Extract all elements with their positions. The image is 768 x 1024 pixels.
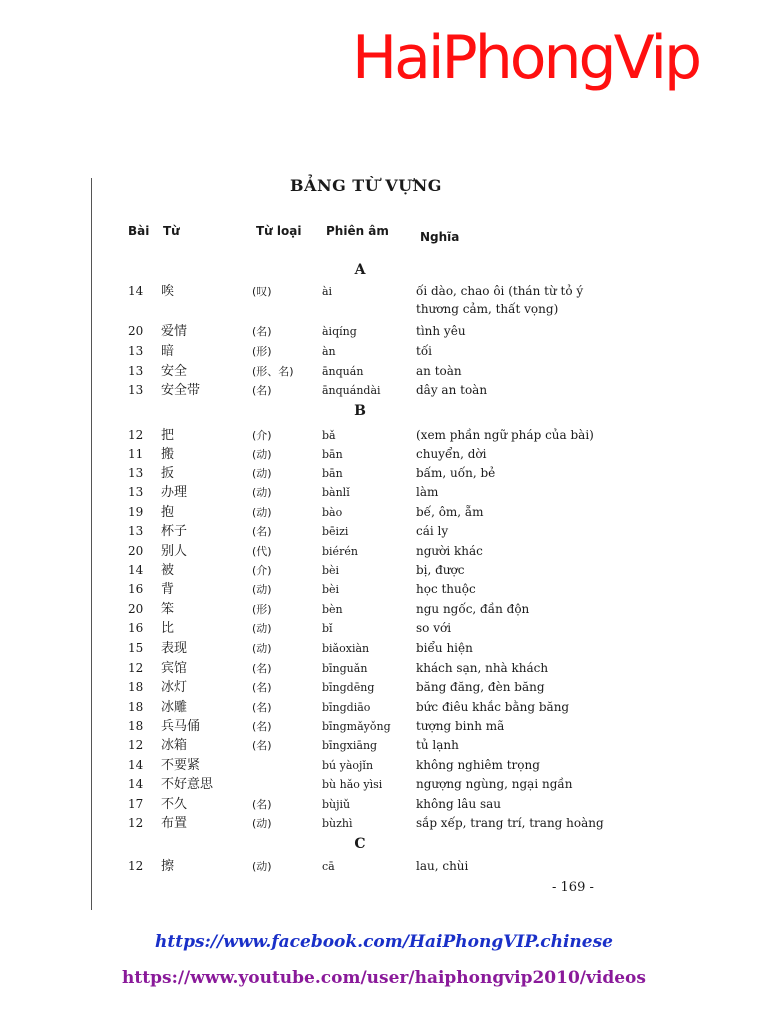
pinyin: ài bbox=[322, 285, 333, 298]
word-hanzi: 擦 bbox=[161, 859, 175, 874]
header-word: Từ bbox=[163, 224, 180, 238]
lesson-number: 12 bbox=[128, 816, 144, 830]
table-row bbox=[0, 736, 768, 755]
pinyin: bīngxiāng bbox=[322, 739, 378, 752]
part-of-speech: (名) bbox=[252, 798, 272, 811]
table-row bbox=[0, 503, 768, 522]
lesson-number: 18 bbox=[128, 700, 144, 714]
header-meaning: Nghĩa bbox=[420, 230, 460, 244]
part-of-speech: (代) bbox=[252, 545, 272, 558]
lesson-number: 13 bbox=[128, 383, 144, 397]
meaning: tối bbox=[416, 344, 433, 358]
table-row bbox=[0, 619, 768, 638]
section-letter-a: A bbox=[354, 262, 366, 278]
meaning: ngượng ngùng, ngại ngần bbox=[416, 777, 573, 791]
pinyin: bān bbox=[322, 467, 343, 480]
part-of-speech: (名) bbox=[252, 681, 272, 694]
meaning: bế, ôm, ẵm bbox=[416, 505, 484, 519]
pinyin: bùjiǔ bbox=[322, 798, 351, 811]
part-of-speech: (动) bbox=[252, 817, 272, 830]
pinyin: bèi bbox=[322, 583, 340, 596]
part-of-speech: (形) bbox=[252, 345, 272, 358]
word-hanzi: 办理 bbox=[161, 485, 188, 500]
pinyin: bù hǎo yìsi bbox=[322, 778, 383, 791]
lesson-number: 13 bbox=[128, 524, 144, 538]
table-row bbox=[0, 362, 768, 381]
lesson-number: 14 bbox=[128, 758, 144, 772]
part-of-speech: (名) bbox=[252, 525, 272, 538]
meaning: ngu ngốc, đần độn bbox=[416, 602, 530, 616]
meaning: lau, chùi bbox=[416, 859, 469, 873]
part-of-speech: (动) bbox=[252, 467, 272, 480]
lesson-number: 20 bbox=[128, 602, 144, 616]
meaning: (xem phần ngữ pháp của bài) bbox=[416, 428, 594, 442]
lesson-number: 12 bbox=[128, 661, 144, 675]
part-of-speech: (动) bbox=[252, 860, 272, 873]
part-of-speech: (形) bbox=[252, 603, 272, 616]
part-of-speech: (名) bbox=[252, 662, 272, 675]
part-of-speech: (动) bbox=[252, 506, 272, 519]
lesson-number: 12 bbox=[128, 738, 144, 752]
part-of-speech: (动) bbox=[252, 486, 272, 499]
lesson-number: 13 bbox=[128, 485, 144, 499]
table-row bbox=[0, 522, 768, 541]
meaning: người khác bbox=[416, 544, 483, 558]
lesson-number: 12 bbox=[128, 428, 144, 442]
pinyin: bǐ bbox=[322, 622, 333, 635]
word-hanzi: 把 bbox=[161, 428, 175, 443]
table-row bbox=[0, 342, 768, 361]
lesson-number: 15 bbox=[128, 641, 144, 655]
lesson-number: 14 bbox=[128, 777, 144, 791]
lesson-number: 11 bbox=[128, 447, 144, 461]
meaning: sắp xếp, trang trí, trang hoàng bbox=[416, 816, 604, 830]
part-of-speech: (动) bbox=[252, 622, 272, 635]
meaning: an toàn bbox=[416, 364, 462, 378]
lesson-number: 13 bbox=[128, 344, 144, 358]
word-hanzi: 不好意思 bbox=[161, 777, 214, 792]
page-number: - 169 - bbox=[552, 880, 594, 895]
meaning: không lâu sau bbox=[416, 797, 502, 811]
header-pos: Từ loại bbox=[256, 224, 302, 238]
meaning: so với bbox=[416, 621, 452, 635]
part-of-speech: (名) bbox=[252, 701, 272, 714]
lesson-number: 12 bbox=[128, 859, 144, 873]
word-hanzi: 扳 bbox=[161, 466, 175, 481]
table-row bbox=[0, 600, 768, 619]
facebook-link[interactable]: https://www.facebook.com/HaiPhongVIP.chinese bbox=[155, 932, 613, 952]
table-row bbox=[0, 659, 768, 678]
meaning: tượng binh mã bbox=[416, 719, 505, 733]
word-hanzi: 冰雕 bbox=[161, 700, 188, 715]
pinyin: bǎ bbox=[322, 429, 336, 442]
pinyin: bùzhì bbox=[322, 817, 353, 830]
pinyin: biérén bbox=[322, 545, 358, 558]
part-of-speech: (介) bbox=[252, 429, 272, 442]
table-row bbox=[0, 698, 768, 717]
lesson-number: 16 bbox=[128, 621, 144, 635]
meaning: học thuộc bbox=[416, 582, 476, 596]
lesson-number: 19 bbox=[128, 505, 144, 519]
pinyin: bào bbox=[322, 506, 343, 519]
word-hanzi: 暗 bbox=[161, 344, 175, 359]
meaning: bức điêu khắc bằng băng bbox=[416, 700, 570, 714]
meaning: cái ly bbox=[416, 524, 449, 538]
meaning: làm bbox=[416, 485, 439, 499]
lesson-number: 20 bbox=[128, 544, 144, 558]
table-row bbox=[0, 756, 768, 775]
pinyin: biǎoxiàn bbox=[322, 642, 370, 655]
pinyin: bān bbox=[322, 448, 343, 461]
word-hanzi: 搬 bbox=[161, 447, 175, 462]
pinyin: bēizi bbox=[322, 525, 349, 538]
header-lesson: Bài bbox=[128, 224, 150, 238]
part-of-speech: (动) bbox=[252, 642, 272, 655]
part-of-speech: (介) bbox=[252, 564, 272, 577]
word-hanzi: 被 bbox=[161, 563, 175, 578]
word-hanzi: 背 bbox=[161, 582, 175, 597]
lesson-number: 16 bbox=[128, 582, 144, 596]
lesson-number: 13 bbox=[128, 466, 144, 480]
word-hanzi: 唉 bbox=[161, 284, 175, 299]
meaning: ối dào, chao ôi (thán từ tỏ ý bbox=[416, 284, 584, 298]
pinyin: bèi bbox=[322, 564, 340, 577]
word-hanzi: 不久 bbox=[161, 797, 188, 812]
word-hanzi: 冰箱 bbox=[161, 738, 188, 753]
table-row bbox=[0, 426, 768, 445]
table-row bbox=[0, 639, 768, 658]
table-row bbox=[0, 282, 768, 301]
pinyin: bīngmǎyǒng bbox=[322, 720, 391, 733]
word-hanzi: 表现 bbox=[161, 641, 188, 656]
table-row bbox=[0, 678, 768, 697]
table-row bbox=[0, 580, 768, 599]
pinyin: bīngdēng bbox=[322, 681, 375, 694]
meaning: bấm, uốn, bẻ bbox=[416, 466, 496, 480]
header-pinyin: Phiên âm bbox=[326, 224, 389, 238]
meaning: chuyển, dời bbox=[416, 447, 487, 461]
table-row bbox=[0, 857, 768, 876]
pinyin: bú yàojǐn bbox=[322, 759, 374, 772]
part-of-speech: (名) bbox=[252, 325, 272, 338]
page-title: BẢNG TỪ VỰNG bbox=[290, 176, 442, 195]
table-row bbox=[0, 483, 768, 502]
word-hanzi: 宾馆 bbox=[161, 661, 188, 676]
lesson-number: 14 bbox=[128, 563, 144, 577]
pinyin: àiqíng bbox=[322, 325, 357, 338]
table-row bbox=[0, 381, 768, 400]
table-row bbox=[0, 775, 768, 794]
word-hanzi: 杯子 bbox=[161, 524, 188, 539]
lesson-number: 17 bbox=[128, 797, 144, 811]
part-of-speech: (名) bbox=[252, 384, 272, 397]
word-hanzi: 爱情 bbox=[161, 324, 188, 339]
youtube-link[interactable]: https://www.youtube.com/user/haiphongvip2010/videos bbox=[122, 968, 646, 988]
meaning: khách sạn, nhà khách bbox=[416, 661, 549, 675]
table-row bbox=[0, 717, 768, 736]
word-hanzi: 比 bbox=[161, 621, 175, 636]
lesson-number: 18 bbox=[128, 719, 144, 733]
part-of-speech: (名) bbox=[252, 720, 272, 733]
part-of-speech: (动) bbox=[252, 583, 272, 596]
pinyin: bànlǐ bbox=[322, 486, 350, 499]
lesson-number: 18 bbox=[128, 680, 144, 694]
table-row bbox=[0, 814, 768, 833]
table-row bbox=[0, 322, 768, 341]
word-hanzi: 安全 bbox=[161, 364, 188, 379]
lesson-number: 14 bbox=[128, 284, 144, 298]
meaning: bị, được bbox=[416, 563, 465, 577]
word-hanzi: 别人 bbox=[161, 544, 188, 559]
section-letter-b: B bbox=[354, 403, 366, 419]
meaning-continuation: thương cảm, thất vọng) bbox=[416, 302, 559, 316]
word-hanzi: 冰灯 bbox=[161, 680, 188, 695]
word-hanzi: 布置 bbox=[161, 816, 188, 831]
pinyin: bīngdiāo bbox=[322, 701, 371, 714]
table-row bbox=[0, 561, 768, 580]
word-hanzi: 安全带 bbox=[161, 383, 201, 398]
column-headers bbox=[0, 224, 768, 244]
meaning: băng đăng, đèn băng bbox=[416, 680, 545, 694]
pinyin: bèn bbox=[322, 603, 343, 616]
pinyin: cā bbox=[322, 860, 335, 873]
table-row bbox=[0, 464, 768, 483]
meaning: không nghiêm trọng bbox=[416, 758, 540, 772]
word-hanzi: 不要紧 bbox=[161, 758, 201, 773]
pinyin: bīnguǎn bbox=[322, 662, 368, 675]
meaning: tình yêu bbox=[416, 324, 466, 338]
lesson-number: 13 bbox=[128, 364, 144, 378]
word-hanzi: 兵马俑 bbox=[161, 719, 201, 734]
pinyin: ānquán bbox=[322, 365, 364, 378]
word-hanzi: 笨 bbox=[161, 602, 175, 617]
pinyin: ānquándài bbox=[322, 384, 381, 397]
meaning: biểu hiện bbox=[416, 641, 473, 655]
meaning: dây an toàn bbox=[416, 383, 488, 397]
section-letter-c: C bbox=[354, 836, 366, 852]
part-of-speech: (叹) bbox=[252, 285, 272, 298]
part-of-speech: (动) bbox=[252, 448, 272, 461]
word-hanzi: 抱 bbox=[161, 505, 175, 520]
pinyin: àn bbox=[322, 345, 336, 358]
watermark-logo: HaiPhongVip bbox=[352, 23, 700, 93]
meaning: tủ lạnh bbox=[416, 738, 459, 752]
part-of-speech: (名) bbox=[252, 739, 272, 752]
part-of-speech: (形、名) bbox=[252, 365, 294, 378]
table-row bbox=[0, 795, 768, 814]
table-row bbox=[0, 445, 768, 464]
table-row bbox=[0, 542, 768, 561]
lesson-number: 20 bbox=[128, 324, 144, 338]
